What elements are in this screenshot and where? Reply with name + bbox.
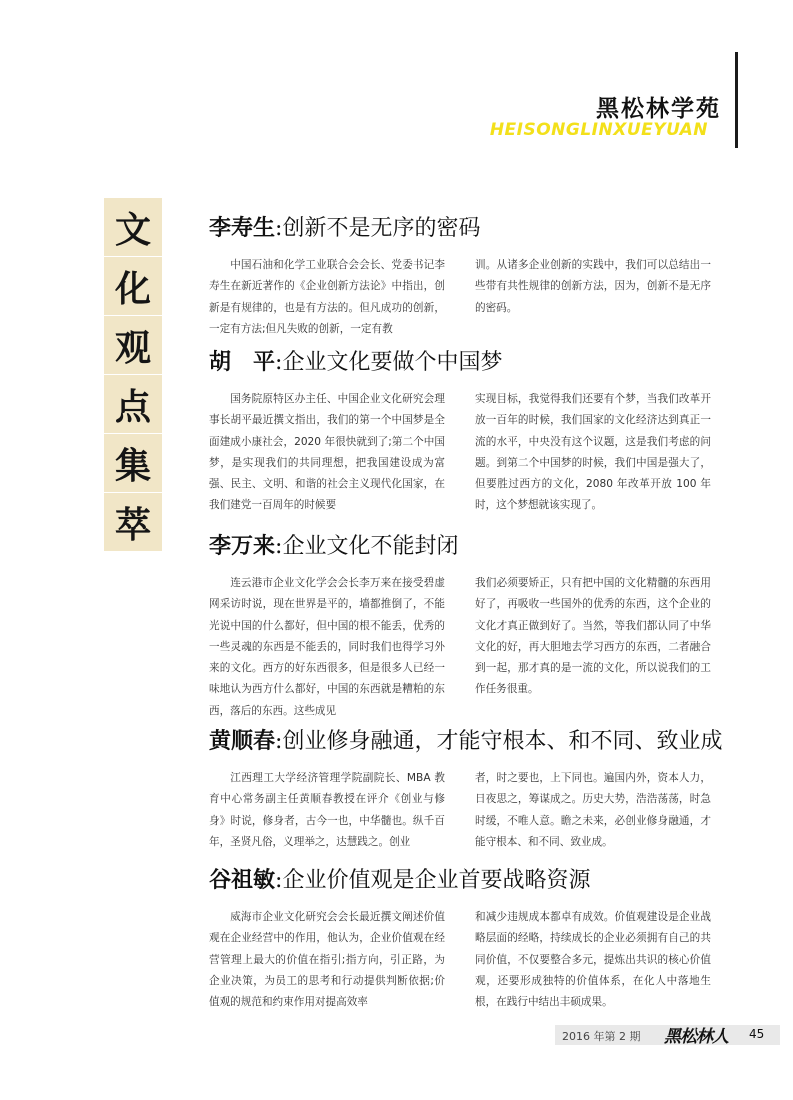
article-title: 创新不是无序的密码	[282, 216, 481, 241]
paragraph-text: 训。从诸多企业创新的实践中，我们可以总结出一些带有共性规律的创新方法，因为，创新不是无序的密码。	[475, 259, 711, 314]
article-body	[209, 255, 719, 341]
article-body	[209, 389, 719, 519]
page-number: 45	[749, 1027, 765, 1041]
section-title-vertical	[104, 198, 162, 552]
paragraph-text: 国务院原特区办主任、中国企业文化研究会理事长胡平最近撰文指出，我们的第一个中国梦是全面建成小康社会，2020 年很快就到了;第二个中国梦，是实现我们的共同理想，把我国建设成为富强、民主、文明、和谐的社会主义现代化国家，在我们建党一百周年的时候要	[209, 393, 445, 512]
heading-separator: :	[275, 350, 283, 375]
paragraph-text: 者，时之要也，上下同也。遍国内外，资本人力，日夜思之，筹谋成之。历史大势，浩浩荡荡，时急时缓，不唯人意。瞻之未来，必创业修身融通，才能守根本、和不同、致业成。	[475, 772, 711, 848]
article-body	[209, 768, 719, 854]
article-column-left	[209, 389, 445, 517]
article-title: 创业修身融通，才能守根本、和不同、致业成	[282, 729, 723, 754]
article-heading	[209, 346, 719, 380]
section-title-char: 化	[104, 257, 162, 315]
article-column-right	[475, 255, 711, 319]
masthead-subtitle: HEISONGLINXUEYUAN	[489, 120, 708, 140]
author-name: 胡 平	[209, 350, 276, 375]
masthead	[0, 52, 793, 152]
author-name: 黄顺春	[209, 729, 276, 754]
article-body	[209, 907, 719, 1015]
article-column-left	[209, 255, 445, 340]
article-body	[209, 573, 719, 723]
article-li-wanlai	[209, 530, 719, 723]
article-heading	[209, 212, 719, 246]
section-title-char: 萃	[104, 493, 162, 551]
article-gu-zumin	[209, 864, 719, 1015]
paragraph-text: 威海市企业文化研究会会长最近撰文阐述价值观在企业经营中的作用，他认为，企业价值观在经营管理上最大的价值在指引;指方向，引正路，为企业决策，为员工的思考和行动提供判断依据;价值观的规范和约束作用对提高效率	[209, 911, 445, 1009]
heading-separator: :	[275, 534, 283, 559]
paragraph-text: 连云港市企业文化学会会长李万来在接受碧虚网采访时说，现在世界是平的，墙都推倒了，不能光说中国的什么都好，但中国的根不能丢，优秀的一些灵魂的东西是不能丢的，同时我们也得学习外来的文化。西方的好东西很多，但是很多人已经一味地认为西方什么都好，中国的东西就是糟粕的东西，落后的东西。这些成见	[209, 577, 445, 717]
section-title-char: 集	[104, 434, 162, 492]
article-column-left	[209, 768, 445, 853]
section-title-char: 点	[104, 375, 162, 433]
article-title: 企业文化要做个中国梦	[282, 350, 503, 375]
article-column-right	[475, 573, 711, 701]
paragraph-text: 实现目标，我觉得我们还要有个梦，当我们改革开放一百年的时候，我们国家的文化经济达到真正一流的水平，中央没有这个议题，这是我们考虑的问题。到第二个中国梦的时候，我们中国是强大了，但要胜过西方的文化，2080 年改革开放 100 年时，这个梦想就该实现了。	[475, 393, 711, 512]
article-li-shousheng	[209, 212, 719, 341]
article-column-left	[209, 573, 445, 722]
article-title: 企业文化不能封闭	[282, 534, 459, 559]
masthead-rule	[735, 52, 738, 148]
masthead-title: 黑松林学苑	[596, 96, 721, 122]
article-title: 企业价值观是企业首要战略资源	[282, 868, 591, 893]
paragraph-text: 江西理工大学经济管理学院副院长、MBA 教育中心常务副主任黄顺春教授在评介《创业与修身》时说，修身者，古今一也，中华髓也。纵千百年，圣贤凡俗，义理举之，达慧践之。创业	[209, 772, 445, 848]
paragraph-text: 和减少违规成本都卓有成效。价值观建设是企业战略层面的经略，持续成长的企业必须拥有自己的共同价值，不仅要整合多元，提炼出共识的核心价值观，还要形成独特的价值体系，在化人中落地生根，在践行中结出丰硕成果。	[475, 911, 711, 1009]
issue-label: 2016 年第 2 期	[562, 1030, 641, 1043]
author-name: 谷祖敏	[209, 868, 276, 893]
author-name: 李寿生	[209, 216, 276, 241]
article-heading	[209, 530, 719, 564]
section-title-char: 观	[104, 316, 162, 374]
author-name: 李万来	[209, 534, 276, 559]
article-huang-shunchun	[209, 725, 723, 854]
page-footer	[0, 1022, 793, 1046]
heading-separator: :	[275, 868, 283, 893]
heading-separator: :	[275, 729, 283, 754]
article-column-left	[209, 907, 445, 1013]
heading-separator: :	[275, 216, 283, 241]
article-column-right	[475, 389, 711, 517]
paragraph-text: 中国石油和化学工业联合会会长、党委书记李寿生在新近著作的《企业创新方法论》中指出，创新是有规律的，也是有方法的。但凡成功的创新，一定有方法;但凡失败的创新，一定有教	[209, 259, 445, 335]
article-hu-ping	[209, 346, 719, 519]
article-column-right	[475, 768, 711, 853]
publication-logo: 黑松林人	[664, 1027, 728, 1047]
article-column-right	[475, 907, 711, 1013]
article-heading	[209, 725, 723, 759]
paragraph-text: 我们必须要矫正，只有把中国的文化精髓的东西用好了，再吸收一些国外的优秀的东西，这个企业的文化才真正做到好了。当然，等我们都认同了中华文化的好，再大胆地去学习西方的东西，二者融合到一起，那才真的是一流的文化，所以说我们的工作任务很重。	[475, 577, 711, 696]
section-title-char: 文	[104, 198, 162, 256]
article-heading	[209, 864, 719, 898]
